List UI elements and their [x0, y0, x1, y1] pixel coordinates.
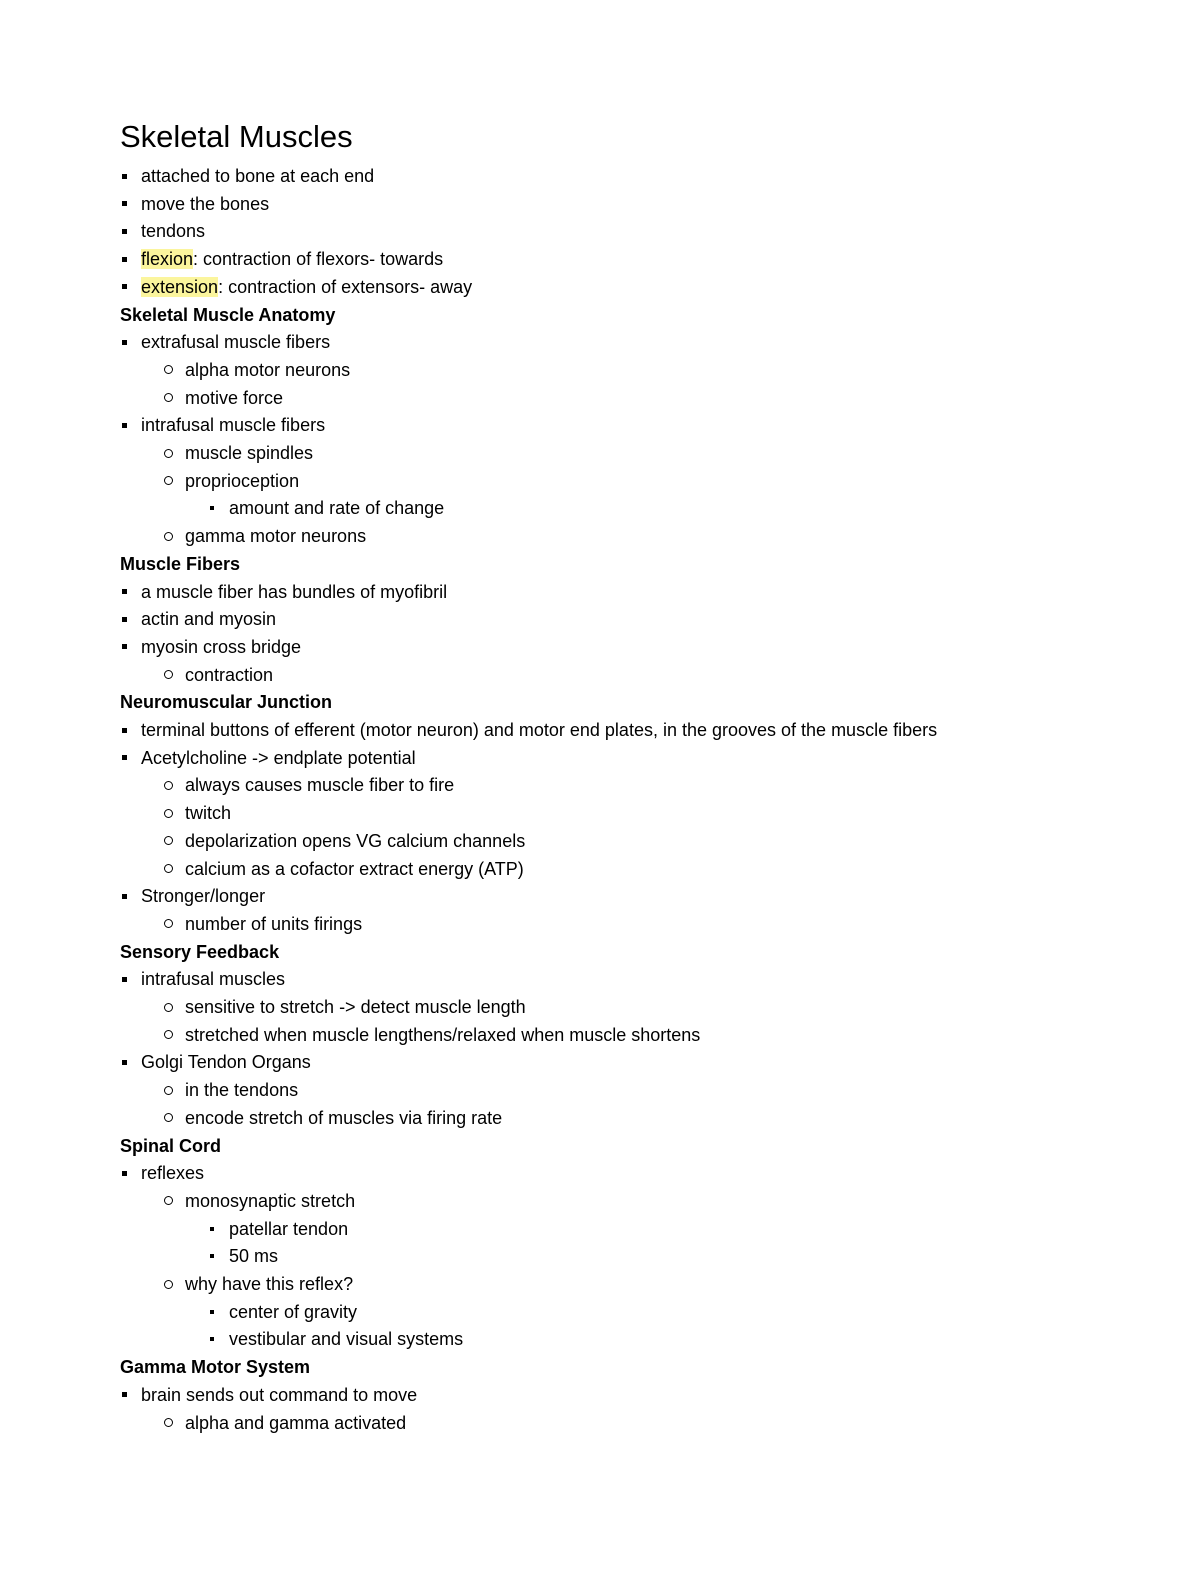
- hollow-circle-bullet-icon: [163, 910, 173, 938]
- list-item-text: [229, 1215, 348, 1243]
- hollow-circle-bullet-icon: [163, 799, 173, 827]
- item-text: encode stretch of muscles via firing rate: [185, 1107, 503, 1128]
- list-item: [0, 1104, 1200, 1132]
- square-bullet-icon: [119, 965, 129, 993]
- item-text: muscle spindles: [185, 443, 314, 463]
- list-item-text: [141, 328, 330, 356]
- square-bullet-icon: [119, 328, 129, 356]
- list-item-text: [185, 855, 524, 883]
- hollow-circle-bullet-icon: [163, 993, 173, 1021]
- hollow-circle-bullet-icon: [163, 384, 173, 412]
- item-text: gamma motor neurons: [185, 526, 367, 547]
- list-item: [0, 855, 1200, 883]
- hollow-circle-bullet-icon: [163, 827, 173, 855]
- square-bullet-icon: [119, 633, 129, 661]
- list-item: [0, 744, 1200, 772]
- section-heading: [120, 1353, 310, 1381]
- square-bullet-icon: [207, 1242, 217, 1270]
- list-item: [0, 605, 1200, 633]
- list-item-text: [141, 1381, 417, 1409]
- square-bullet-icon: [119, 162, 129, 190]
- square-bullet-icon: [119, 245, 129, 273]
- list-item-text: [185, 993, 526, 1021]
- square-bullet-icon: [207, 1298, 217, 1326]
- hollow-circle-bullet-icon: [163, 1270, 173, 1298]
- list-item-text: [229, 1242, 278, 1270]
- item-text: vestibular and visual systems: [229, 1329, 464, 1350]
- item-text: amount and rate of change: [229, 498, 445, 519]
- hollow-circle-bullet-icon: [163, 1076, 173, 1104]
- item-text: intrafusal muscle fibers: [141, 415, 326, 436]
- item-text: brain sends out command to move: [141, 1384, 418, 1405]
- list-item: [0, 1381, 1200, 1409]
- list-item: [0, 882, 1200, 910]
- heading-text: Spinal Cord: [120, 1135, 222, 1156]
- section-heading: [120, 938, 279, 966]
- item-text: alpha motor neurons: [185, 359, 351, 380]
- square-bullet-icon: [207, 494, 217, 522]
- item-text: a muscle fiber has bundles of myofibril: [141, 581, 448, 602]
- list-item-text: [185, 799, 231, 827]
- list-item: [0, 494, 1200, 522]
- list-item: [0, 522, 1200, 550]
- list-item: [0, 1048, 1200, 1076]
- item-text: calcium as a cofactor extract energy (ATP): [185, 858, 524, 879]
- item-text: monosynaptic stretch: [185, 1190, 356, 1211]
- list-item-text: [185, 384, 283, 412]
- item-text: depolarization opens VG calcium channels: [185, 830, 526, 851]
- list-item-text: [185, 910, 362, 938]
- list-item-text: [185, 522, 366, 550]
- list-item: [0, 467, 1200, 495]
- hollow-circle-bullet-icon: [163, 439, 173, 467]
- list-item-text: [185, 1076, 298, 1104]
- list-item: [0, 965, 1200, 993]
- square-bullet-icon: [119, 605, 129, 633]
- list-item: [0, 1298, 1200, 1326]
- list-item-text: [185, 1104, 502, 1132]
- list-item-text: [229, 494, 444, 522]
- list-item-text: [141, 633, 301, 661]
- list-item: [0, 1076, 1200, 1104]
- item-text: sensitive to stretch -> detect muscle length: [185, 997, 526, 1017]
- list-item-text: [185, 1021, 700, 1049]
- square-bullet-icon: [119, 578, 129, 606]
- list-item: [0, 245, 1200, 273]
- item-text: stretched when muscle lengthens/relaxed when muscle shortens: [185, 1024, 701, 1045]
- list-item: [0, 384, 1200, 412]
- item-text: reflexes: [141, 1163, 205, 1184]
- item-text: Stronger/longer: [141, 886, 266, 907]
- list-item-text: [185, 827, 525, 855]
- list-item: [0, 799, 1200, 827]
- hollow-circle-bullet-icon: [163, 661, 173, 689]
- list-item: [0, 439, 1200, 467]
- item-text: in the tendons: [185, 1080, 299, 1101]
- item-text: move the bones: [141, 193, 270, 214]
- item-text: : contraction of flexors- towards: [193, 249, 444, 270]
- list-item-text: [141, 882, 265, 910]
- list-item-text: [141, 605, 276, 633]
- hollow-circle-bullet-icon: [163, 467, 173, 495]
- item-text: : contraction of extensors- away: [218, 276, 473, 297]
- item-text: contraction: [185, 664, 274, 685]
- hollow-circle-bullet-icon: [163, 356, 173, 384]
- square-bullet-icon: [119, 190, 129, 218]
- list-item: [0, 1242, 1200, 1270]
- square-bullet-icon: [119, 882, 129, 910]
- hollow-circle-bullet-icon: [163, 855, 173, 883]
- list-item: [0, 1021, 1200, 1049]
- list-item-text: [141, 190, 269, 218]
- item-text: why have this reflex?: [185, 1274, 354, 1294]
- square-bullet-icon: [119, 1159, 129, 1187]
- list-item-text: [141, 217, 205, 245]
- hollow-circle-bullet-icon: [163, 771, 173, 799]
- item-text: center of gravity: [229, 1301, 358, 1322]
- list-item-text: [141, 716, 937, 744]
- item-text: patellar tendon: [229, 1218, 349, 1239]
- item-text: Golgi Tendon Organs: [141, 1052, 311, 1073]
- list-item: [0, 716, 1200, 744]
- item-text: tendons: [141, 221, 206, 242]
- heading-text: Gamma Motor System: [120, 1357, 311, 1378]
- list-item-text: [185, 661, 273, 689]
- list-item-text: [141, 162, 374, 190]
- item-text: attached to bone at each end: [141, 166, 375, 186]
- item-text: Acetylcholine -> endplate potential: [141, 747, 416, 768]
- list-item-text: [185, 1187, 355, 1215]
- heading-text: Skeletal Muscle Anatomy: [120, 304, 336, 325]
- section-heading: [120, 1132, 221, 1160]
- hollow-circle-bullet-icon: [163, 1187, 173, 1215]
- list-item: [0, 633, 1200, 661]
- hollow-circle-bullet-icon: [163, 1021, 173, 1049]
- page-title: Skeletal Muscles: [120, 119, 353, 154]
- list-item: [0, 910, 1200, 938]
- square-bullet-icon: [119, 1381, 129, 1409]
- section-heading: [120, 550, 240, 578]
- item-text: 50 ms: [229, 1246, 279, 1267]
- square-bullet-icon: [119, 217, 129, 245]
- heading-text: Sensory Feedback: [120, 941, 280, 962]
- item-text: proprioception: [185, 470, 300, 491]
- list-item-text: [185, 356, 350, 384]
- item-text: number of units firings: [185, 913, 363, 934]
- hollow-circle-bullet-icon: [163, 522, 173, 550]
- highlighted-term: extension: [141, 276, 219, 297]
- item-text: actin and myosin: [141, 609, 277, 630]
- list-item: [0, 217, 1200, 245]
- hollow-circle-bullet-icon: [163, 1409, 173, 1437]
- item-text: intrafusal muscles: [141, 969, 286, 990]
- section-heading: [120, 301, 335, 329]
- list-item: [0, 661, 1200, 689]
- item-text: terminal buttons of efferent (motor neuron) and motor end plates, in the grooves of the muscle fibers: [141, 720, 938, 740]
- item-text: alpha and gamma activated: [185, 1412, 407, 1433]
- list-item: [0, 1215, 1200, 1243]
- list-item: [0, 771, 1200, 799]
- square-bullet-icon: [119, 1048, 129, 1076]
- list-item-text: [229, 1325, 463, 1353]
- list-item: [0, 827, 1200, 855]
- list-item: [0, 273, 1200, 301]
- list-item-text: [141, 965, 285, 993]
- list-item: [0, 162, 1200, 190]
- highlighted-term: flexion: [141, 249, 194, 270]
- item-text: myosin cross bridge: [141, 636, 302, 657]
- list-item: [0, 356, 1200, 384]
- square-bullet-icon: [207, 1215, 217, 1243]
- list-item: [0, 328, 1200, 356]
- list-item-text: [141, 245, 443, 273]
- heading-text: Muscle Fibers: [120, 553, 241, 574]
- list-item-text: [185, 439, 313, 467]
- item-text: motive force: [185, 387, 284, 408]
- list-item-text: [141, 273, 472, 301]
- heading-text: Neuromuscular Junction: [120, 692, 333, 713]
- list-item: [0, 993, 1200, 1021]
- list-item: [0, 411, 1200, 439]
- section-heading: [120, 688, 332, 716]
- item-text: always causes muscle fiber to fire: [185, 775, 455, 796]
- list-item: [0, 190, 1200, 218]
- list-item-text: [141, 1048, 311, 1076]
- list-item-text: [141, 744, 416, 772]
- list-item-text: [185, 1409, 406, 1437]
- list-item-text: [141, 1159, 204, 1187]
- list-item-text: [185, 1270, 353, 1298]
- square-bullet-icon: [119, 744, 129, 772]
- list-item-text: [229, 1298, 357, 1326]
- square-bullet-icon: [119, 273, 129, 301]
- list-item: [0, 1187, 1200, 1215]
- list-item-text: [185, 771, 454, 799]
- list-item: [0, 1409, 1200, 1437]
- square-bullet-icon: [119, 716, 129, 744]
- item-text: twitch: [185, 803, 232, 824]
- list-item: [0, 1159, 1200, 1187]
- list-item-text: [141, 578, 447, 606]
- list-item: [0, 1270, 1200, 1298]
- list-item-text: [185, 467, 299, 495]
- square-bullet-icon: [207, 1325, 217, 1353]
- list-item: [0, 1325, 1200, 1353]
- square-bullet-icon: [119, 411, 129, 439]
- hollow-circle-bullet-icon: [163, 1104, 173, 1132]
- list-item-text: [141, 411, 325, 439]
- list-item: [0, 578, 1200, 606]
- item-text: extrafusal muscle fibers: [141, 332, 331, 353]
